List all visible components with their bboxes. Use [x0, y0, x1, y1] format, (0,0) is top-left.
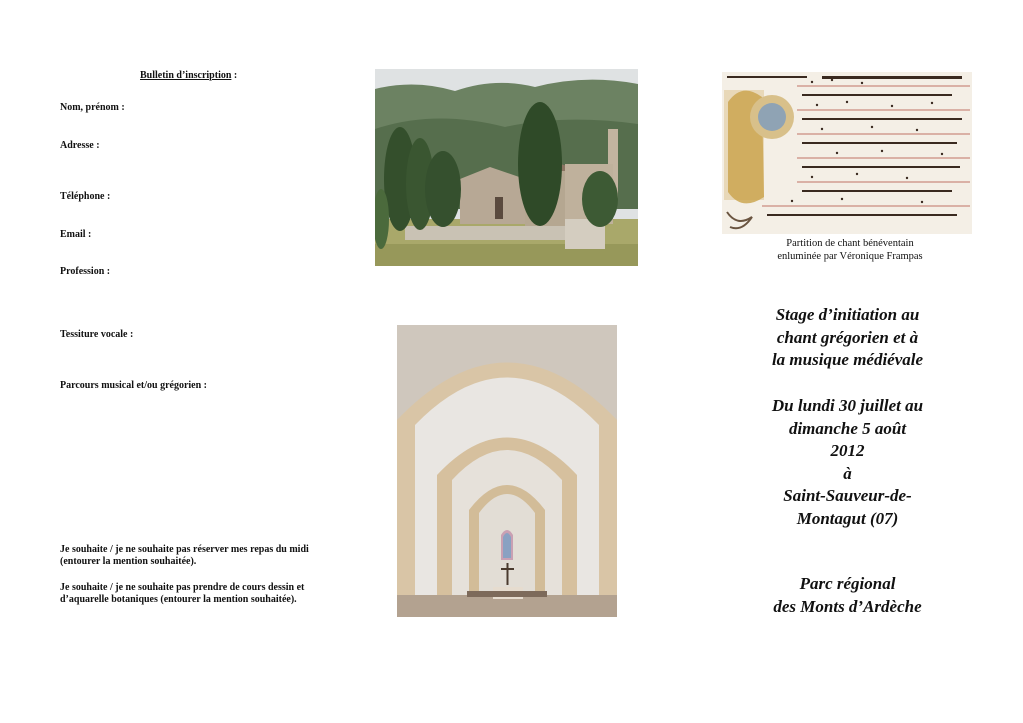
- event-date-line: Saint-Sauveur-de-: [783, 486, 912, 505]
- manuscript-caption: [730, 237, 970, 263]
- manuscript-image: [722, 72, 972, 234]
- form-title: [140, 70, 237, 81]
- form-title-colon: :: [231, 70, 238, 81]
- address-field-label: Adresse :: [60, 140, 100, 151]
- email-field-label: Email :: [60, 229, 92, 240]
- drawing-note: Je souhaite / je ne souhaite pas prendre de cours dessin et d’aquarelle botaniques (entourer la mention souhaitée).: [60, 582, 305, 605]
- background-field-label: Parcours musical et/ou grégorien :: [60, 380, 208, 391]
- name-field-label: Nom, prénom :: [60, 102, 125, 113]
- event-date-line: Du lundi 30 juillet au: [771, 396, 924, 415]
- event-date-line: dimanche 5 août: [788, 418, 907, 438]
- profession-field-label: Profession :: [60, 266, 111, 277]
- form-title-text: Bulletin d’inscription: [140, 70, 232, 81]
- church-interior-photo: [397, 325, 617, 617]
- park-name-line: des Monts d’Ardèche: [773, 596, 922, 616]
- meals-note: Je souhaite / je ne souhaite pas réserver mes repas du midi (entourer la mention souhaitée).: [60, 544, 309, 567]
- church-exterior-photo: [375, 69, 638, 266]
- phone-field-label: Téléphone :: [60, 191, 111, 202]
- park-name-line: Parc régional: [799, 574, 896, 593]
- event-title-line: la musique médiévale: [771, 350, 924, 369]
- manuscript-caption-line2: enluminée par Véronique Frampas: [777, 251, 923, 262]
- manuscript-caption-line1: Partition de chant bénéventain: [786, 238, 914, 249]
- event-title-line: Stage d’initiation au: [775, 305, 920, 324]
- event-date-line: 2012: [830, 441, 865, 460]
- event-date-line: Montagut (07): [796, 508, 899, 528]
- event-date-line: à: [843, 463, 852, 483]
- park-name: [735, 573, 960, 618]
- event-dates: [735, 395, 960, 530]
- event-title-line: chant grégorien et à: [776, 327, 919, 347]
- voice-field-label: Tessiture vocale :: [60, 329, 134, 340]
- event-title: [735, 304, 960, 372]
